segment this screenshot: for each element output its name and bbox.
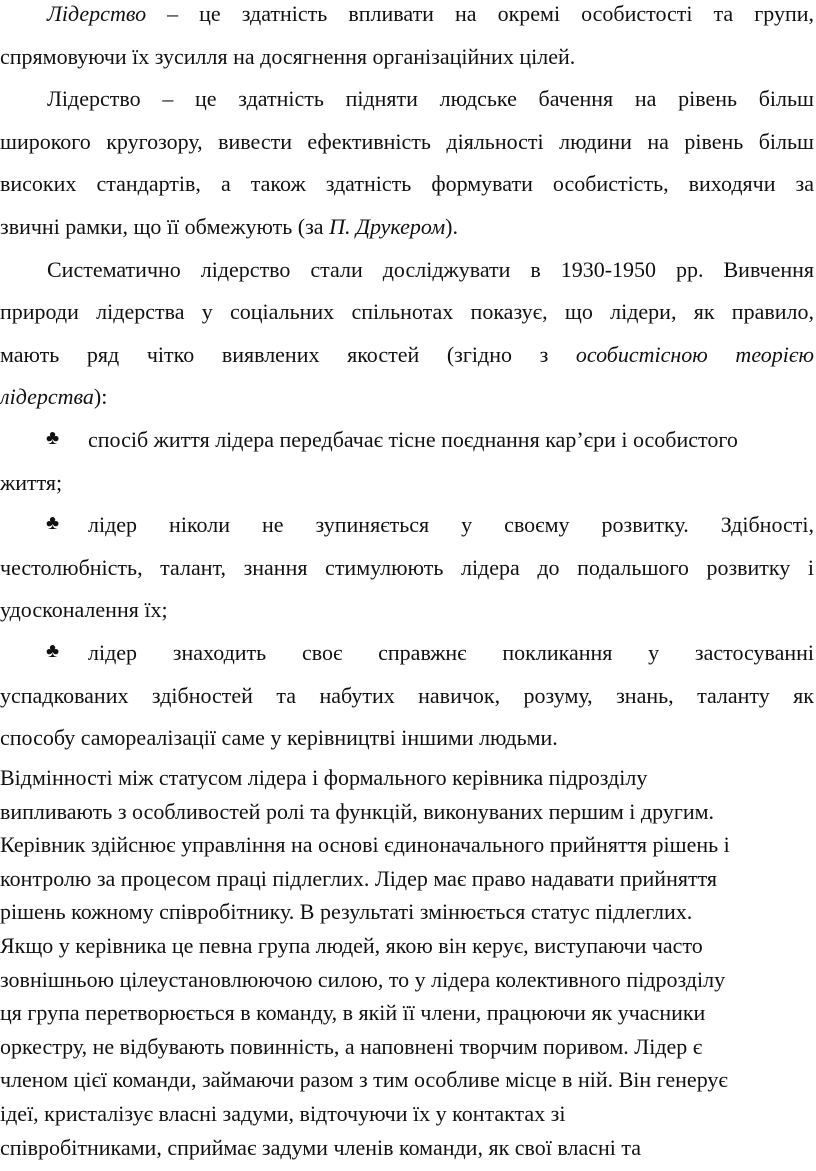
text-segment: способу самореалізації саме у керівництві іншими людьми. (0, 725, 558, 751)
text-segment: ). (445, 214, 458, 239)
text-segment: ): (93, 384, 108, 410)
text-segment: життя; (0, 469, 63, 495)
text-line (0, 383, 814, 411)
text-line (0, 596, 814, 624)
text-segment: спрямовуючи їх зусилля на досягнення організаційних цілей. (0, 43, 576, 69)
text-line: ідеї, кристалізує власні задуми, відточуючи їх у контактах зі (0, 1101, 566, 1126)
text-line (0, 213, 814, 241)
text-segment: удосконалення їх; (0, 597, 168, 623)
italic-text: особистісною теорією (575, 341, 815, 367)
text-segment: честолюбність, талант, знання стимулюють лідера до подальшого розвитку і (0, 554, 814, 580)
text-line (0, 469, 814, 497)
text-line (0, 170, 814, 198)
text-line (88, 426, 814, 454)
text-segment: високих стандартів, а також здатність формувати особистість, виходячи за (0, 171, 814, 197)
text-line (88, 511, 814, 539)
text-line (0, 298, 814, 326)
text-line (47, 85, 814, 113)
text-segment: успадкованих здібностей та набутих навичок, розуму, знань, таланту як (0, 682, 814, 708)
text-segment: Лідерство – це здатність підняти людське бачення на рівень більш (47, 86, 814, 112)
italic-text: Лідерство (47, 1, 147, 26)
text-line: рішень кожному співробітнику. В результаті змінюється статус підлеглих. (0, 899, 693, 925)
text-line (0, 128, 814, 156)
text-line: ця група перетворюється в команду, в якій її члени, працюючи як учасники (0, 1000, 706, 1026)
text-segment: Систематично лідерство стали досліджувати в 1930-1950 рр. Вивчення (47, 256, 814, 282)
text-line (0, 682, 814, 710)
text-line: оркестру, не відбувають повинність, а наповнені творчим поривом. Лідер є (0, 1033, 703, 1059)
text-line: зовнішньою цілеустановлюючою силою, то у лідера колективного підрозділу (0, 966, 726, 992)
text-line: випливають з особливостей ролі та функцій, виконуваних першим і другим. (0, 798, 715, 824)
text-segment: лідер знаходить своє справжнє покликання у застосуванні (88, 640, 814, 665)
text-segment: спосіб життя лідера передбачає тісне поєднання кар’єри і особистого (88, 427, 738, 452)
club-bullet-icon: ♣ (46, 512, 60, 535)
text-line (88, 639, 814, 667)
text-line: Якщо у керівника це певна група людей, якою він керує, виступаючи часто (0, 933, 703, 958)
italic-text: лідерства (0, 384, 94, 410)
text-line: співробітниками, сприймає задуми членів команди, як свої власні та (0, 1134, 642, 1160)
text-segment: лідер ніколи не зупиняється у своєму розвитку. Здібності, (88, 512, 814, 538)
text-segment: мають ряд чітко виявлених якостей (згідно з (0, 341, 576, 367)
text-segment: – це здатність впливати на окремі особистості та групи, (146, 1, 814, 26)
text-line (0, 43, 814, 71)
club-bullet-icon: ♣ (46, 427, 60, 449)
text-segment: звичні рамки, що її обмежують (за (0, 214, 330, 239)
text-segment: природи лідерства у соціальних спільнотах показує, що лідери, як правило, (0, 299, 814, 325)
text-line (0, 724, 814, 752)
text-line (47, 0, 814, 28)
text-line (0, 554, 814, 582)
text-line: Відмінності між статусом лідера і формального керівника підрозділу (0, 765, 648, 790)
text-line (0, 341, 814, 369)
club-bullet-icon: ♣ (46, 640, 60, 662)
text-line: членом цієї команди, займаючи разом з тим особливе місце в ній. Він генерує (0, 1067, 728, 1093)
text-line: контролю за процесом праці підлеглих. Лідер має право надавати прийняття (0, 865, 718, 891)
text-segment: широкого кругозору, вивести ефективність діяльності людини на рівень більш (0, 128, 814, 154)
text-line (47, 256, 814, 284)
italic-text: П. Друкером (329, 214, 446, 239)
text-line: Керівник здійснює управління на основі єдиноначального прийняття рішень і (0, 832, 730, 858)
